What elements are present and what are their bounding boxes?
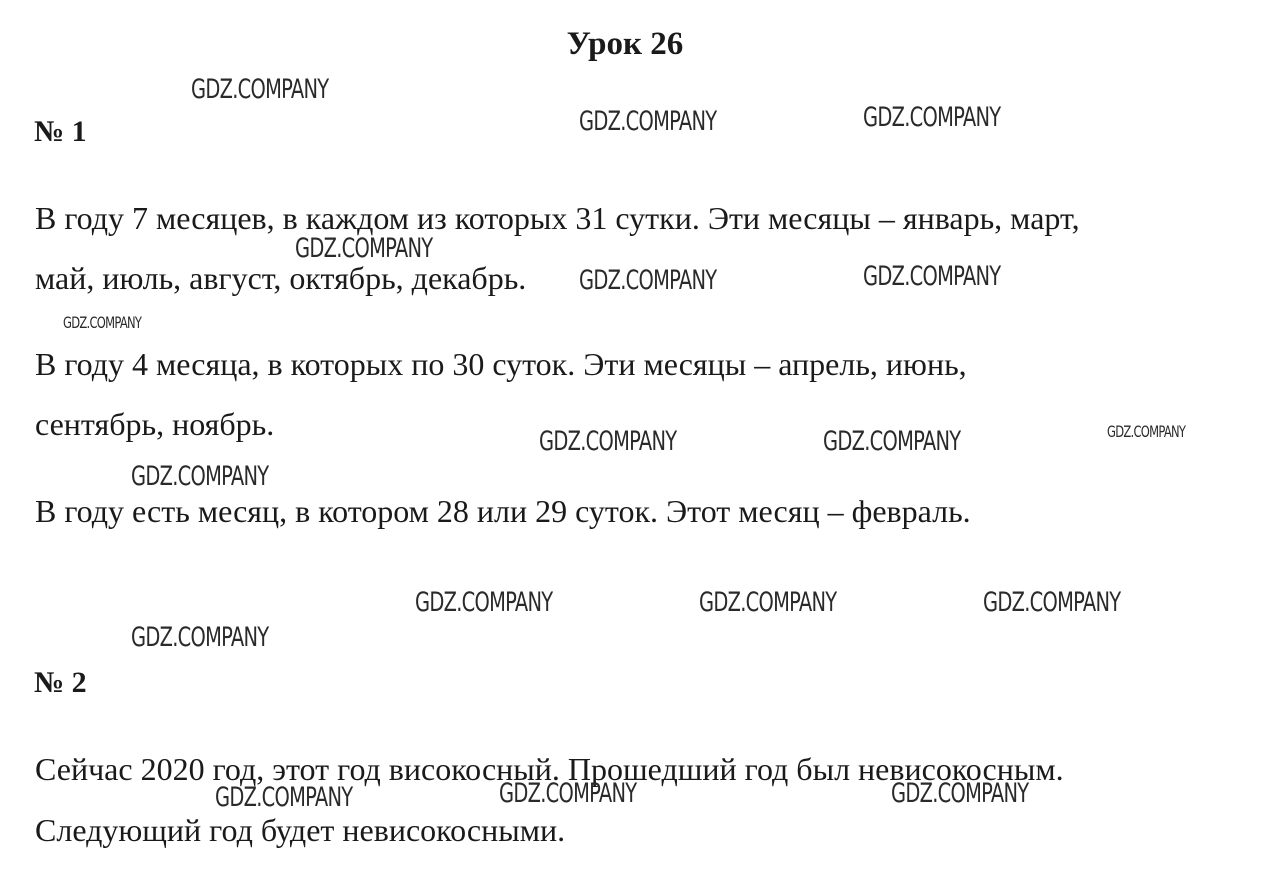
watermark: GDZ.COMPANY [215,782,353,813]
task-2-line-2: Следующий год будет невисокосными. [35,812,566,848]
watermark: GDZ.COMPANY [131,461,269,492]
watermark: GDZ.COMPANY [891,778,1029,809]
task-1-line-5: В году есть месяц, в котором 28 или 29 суток. Этот месяц – февраль. [35,493,971,529]
watermark: GDZ.COMPANY [1107,422,1186,441]
watermark: GDZ.COMPANY [823,426,961,457]
watermark: GDZ.COMPANY [539,426,677,457]
task-number-1: № 1 [34,115,87,148]
watermark: GDZ.COMPANY [191,74,329,105]
task-1-line-4: сентябрь, ноябрь. [35,406,275,442]
task-1-line-2: май, июль, август, октябрь, декабрь. [35,260,527,296]
watermark: GDZ.COMPANY [863,102,1001,133]
watermark: GDZ.COMPANY [499,778,637,809]
watermark: GDZ.COMPANY [295,233,433,264]
watermark: GDZ.COMPANY [983,587,1121,618]
lesson-title: Урок 26 [566,26,684,62]
task-1-line-1: В году 7 месяцев, в каждом из которых 31 сутки. Эти месяцы – январь, март, [35,200,1080,236]
watermark: GDZ.COMPANY [579,106,717,137]
watermark: GDZ.COMPANY [579,265,717,296]
watermark: GDZ.COMPANY [63,313,142,332]
task-1-line-3: В году 4 месяца, в которых по 30 суток. Эти месяцы – апрель, июнь, [35,346,967,382]
task-2-line-1: Сейчас 2020 год, этот год високосный. Прошедший год был невисокосным. [35,751,1064,787]
watermark: GDZ.COMPANY [863,261,1001,292]
watermark: GDZ.COMPANY [699,587,837,618]
watermark: GDZ.COMPANY [131,622,269,653]
task-number-2: № 2 [34,666,87,699]
watermark: GDZ.COMPANY [415,587,553,618]
